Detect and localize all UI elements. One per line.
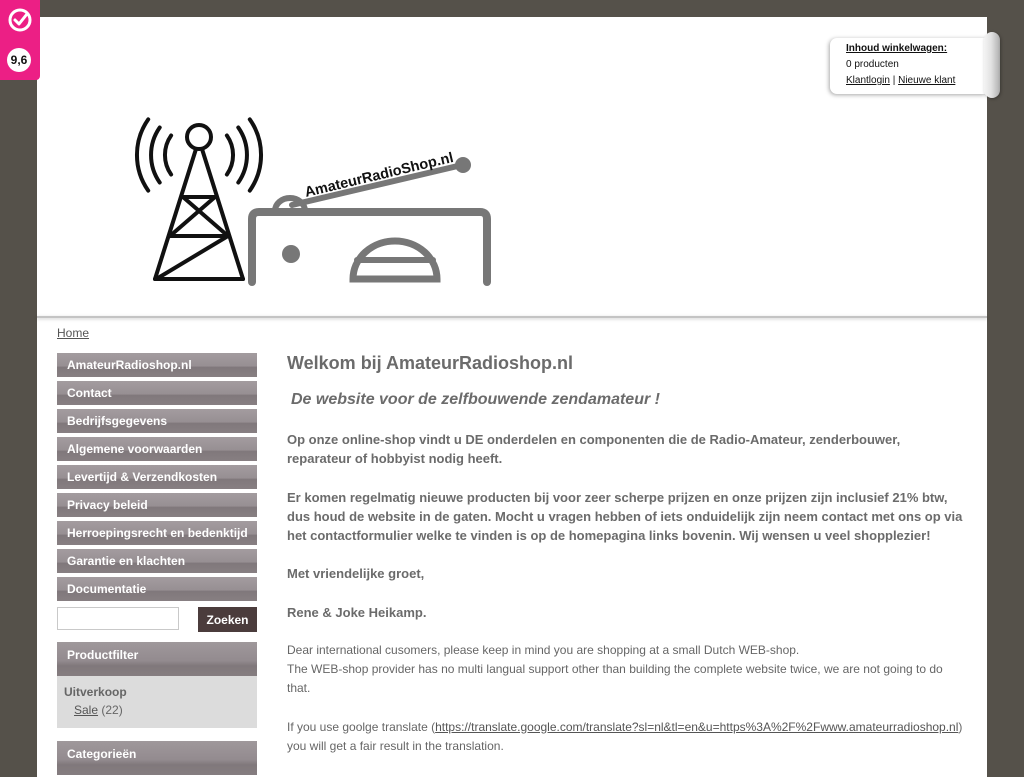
radio-tower: [155, 125, 243, 279]
page-title: Welkom bij AmateurRadioshop.nl: [287, 353, 574, 373]
productfilter-panel: [57, 676, 257, 728]
search-input[interactable]: [57, 607, 179, 630]
header-divider: [37, 316, 987, 318]
customer-login-link[interactable]: Klantlogin: [846, 75, 890, 86]
radio-waves-left: [137, 119, 171, 190]
sidebar-item-withdrawal[interactable]: Herroepingsrecht en bedenktijd: [57, 521, 257, 545]
main-content: [287, 352, 963, 756]
productfilter-header: Productfilter: [57, 642, 257, 676]
english-notice-line2: The WEB-shop provider has no multi langual support other than building the complete website twice, we are not going to do that.: [287, 662, 943, 695]
cart-widget: [830, 38, 986, 94]
breadcrumb-home[interactable]: Home: [57, 326, 90, 340]
filter-item-sale-link[interactable]: Sale: [74, 703, 99, 717]
cart-curl-decoration: [984, 32, 1000, 98]
logo-text: AmateurRadioShop.nl: [303, 150, 456, 201]
filter-group-label: Uitverkoop: [64, 685, 127, 699]
sidebar-item-company-details[interactable]: Bedrijfsgegevens: [57, 409, 257, 433]
greeting: Met vriendelijke groet,: [287, 566, 425, 581]
filter-item-count: (22): [101, 703, 123, 717]
sidebar-item-delivery[interactable]: Levertijd & Verzendkosten: [57, 465, 257, 489]
page-subtitle: De website voor de zelfbouwende zendamateur !: [291, 391, 660, 408]
kiyoh-review-icon: [7, 7, 33, 33]
sidebar-item-terms[interactable]: Algemene voorwaarden: [57, 437, 257, 461]
google-translate-link[interactable]: https://translate.google.com/translate?sl=nl&tl=en&u=https%3A%2F%2Fwww.amateurradioshop.nl: [435, 719, 959, 734]
english-notice: [287, 641, 963, 698]
sidebar-item-privacy[interactable]: Privacy beleid: [57, 493, 257, 517]
search-form: [57, 607, 257, 632]
link-separator: |: [892, 75, 896, 86]
page-container: [37, 17, 987, 777]
categories-header: Categorieën: [57, 741, 257, 775]
cart-account-links: [846, 73, 986, 89]
cart-count: 0 producten: [846, 59, 899, 70]
cart-title[interactable]: Inhoud winkelwagen:: [846, 43, 948, 54]
new-customer-link[interactable]: Nieuwe klant: [898, 75, 956, 86]
sidebar-item-documentation[interactable]: Documentatie: [57, 577, 257, 601]
intro-paragraph: Op onze online-shop vindt u DE onderdelen en componenten die de Radio-Amateur, zenderbouwer, reparateur of hobbyist nodig heeft.: [287, 432, 901, 466]
info-paragraph: Er komen regelmatig nieuwe producten bij voor zeer scherpe prijzen en onze prijzen zijn inclusief 21% btw, dus houd de website in de gaten. Mocht u vragen hebben of iets onduidelijk zijn neem contact met ons op via het contactformulier welke te vinden is op de homepagina links bovenin. Wij wensen u veel shopplezier!: [287, 489, 963, 543]
review-badge[interactable]: [0, 0, 40, 80]
english-notice-line1: Dear international cusomers, please keep in mind you are shopping at a small Dutch WEB-shop.: [287, 643, 800, 657]
sidebar-item-contact[interactable]: Contact: [57, 381, 257, 405]
radio-waves-right: [227, 119, 261, 190]
sidebar-item-home[interactable]: AmateurRadioshop.nl: [57, 353, 257, 377]
signature: Rene & Joke Heikamp.: [287, 604, 427, 620]
translate-suffix: ) you will get a fair result in the translation.: [287, 719, 963, 753]
sidebar-item-warranty[interactable]: Garantie en klachten: [57, 549, 257, 573]
sidebar: [57, 353, 257, 775]
site-logo[interactable]: [120, 110, 500, 290]
search-button[interactable]: Zoeken: [198, 607, 257, 632]
filter-item: [64, 701, 250, 719]
translate-notice: [287, 718, 963, 756]
translate-prefix: If you use goolge translate (: [287, 719, 436, 734]
review-score: 9,6: [7, 48, 31, 72]
